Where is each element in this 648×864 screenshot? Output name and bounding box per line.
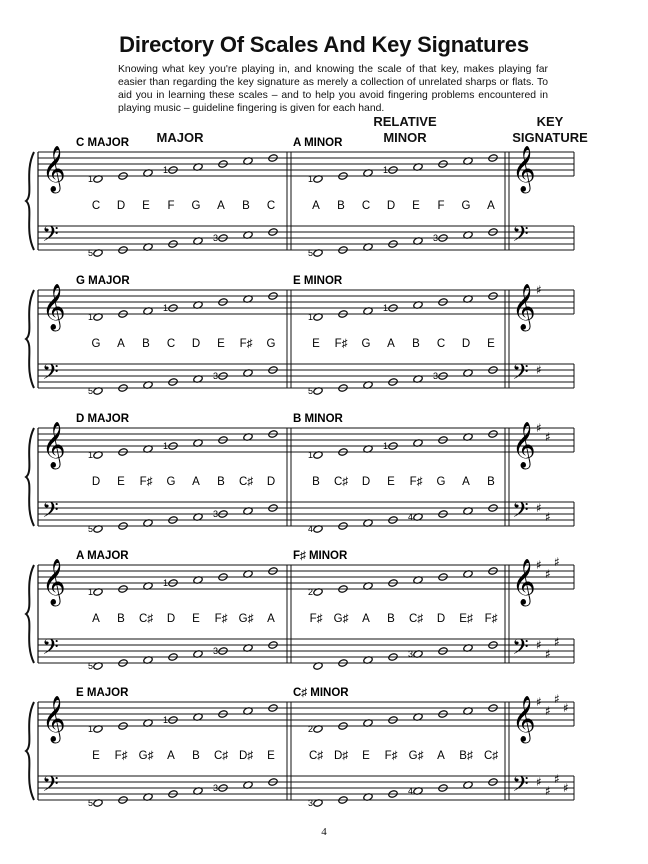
key-signature-sharp: ♯ — [545, 510, 551, 524]
major-note-name: G — [91, 338, 101, 350]
minor-note-name: E — [387, 476, 395, 488]
brace — [26, 428, 34, 526]
finger-number: 1 — [88, 724, 94, 734]
bass-clef-icon: 𝄢 — [512, 772, 529, 802]
finger-number: 1 — [88, 174, 94, 184]
major-note-name: D♯ — [238, 750, 254, 762]
finger-number: 1 — [163, 303, 169, 313]
major-note-name: C — [166, 338, 176, 350]
key-signature-sharp: ♯ — [545, 784, 551, 798]
minor-note-name: D — [386, 200, 396, 212]
scale-system — [26, 550, 574, 671]
page-title: Directory Of Scales And Key Signatures — [119, 32, 529, 57]
major-scale-name: A MAJOR — [76, 550, 129, 562]
minor-note-name: C♯ — [333, 476, 349, 488]
finger-number: 3 — [213, 509, 219, 519]
major-note-name: F♯ — [114, 750, 128, 762]
finger-number: 1 — [163, 715, 169, 725]
major-scale-name: D MAJOR — [76, 413, 130, 425]
major-note-name: F — [167, 200, 175, 212]
minor-scale-name: A MINOR — [293, 137, 343, 149]
minor-note-name: C — [436, 338, 446, 350]
page-number: 4 — [321, 826, 327, 838]
minor-note-name: A — [312, 200, 320, 212]
finger-number: 2 — [308, 724, 314, 734]
bass-clef-icon: 𝄢 — [42, 772, 59, 802]
key-signature-sharp: ♯ — [536, 283, 542, 297]
minor-note-name: A — [487, 200, 495, 212]
finger-number: 5 — [308, 386, 314, 396]
major-note-name: C — [266, 200, 276, 212]
treble-clef-icon: 𝄞 — [42, 559, 66, 605]
major-note-name: D — [116, 200, 126, 212]
finger-number: 4 — [408, 786, 414, 796]
finger-number: 1 — [88, 587, 94, 597]
finger-number: 5 — [88, 798, 94, 808]
major-note-name: B — [142, 338, 150, 350]
minor-note-name: F♯ — [384, 750, 398, 762]
brace — [26, 702, 34, 800]
finger-number: 1 — [163, 578, 169, 588]
minor-scale-name: F♯ MINOR — [293, 550, 348, 562]
relative-minor-column-header: RELATIVE MINOR — [373, 114, 437, 145]
key-signature-column-header: KEY SIGNATURE — [512, 114, 588, 145]
major-note-name: E — [267, 750, 275, 762]
finger-number: 4 — [408, 512, 414, 522]
bass-clef-icon: 𝄢 — [512, 222, 529, 252]
minor-note-name: E♯ — [459, 613, 473, 625]
finger-number: 3 — [213, 783, 219, 793]
scale-system — [26, 275, 574, 396]
minor-note-name: E — [412, 200, 420, 212]
minor-note-name: E — [487, 338, 495, 350]
finger-number: 1 — [383, 165, 389, 175]
finger-number: 3 — [433, 233, 439, 243]
major-column-header: MAJOR — [156, 130, 204, 145]
major-note-name: B — [217, 476, 225, 488]
minor-note-name: A — [437, 750, 445, 762]
key-signature-sharp: ♯ — [545, 647, 551, 661]
minor-note-name: E — [362, 750, 370, 762]
minor-note-name: D — [436, 613, 446, 625]
brace — [26, 565, 34, 663]
finger-number: 1 — [308, 450, 314, 460]
minor-note-name: F♯ — [334, 338, 348, 350]
major-note-name: F♯ — [139, 476, 153, 488]
minor-note-name: D♯ — [333, 750, 349, 762]
minor-note-name: B — [312, 476, 320, 488]
major-note-name: A — [192, 476, 200, 488]
minor-note-name: E — [312, 338, 320, 350]
finger-number: 1 — [163, 165, 169, 175]
minor-note-name: B — [412, 338, 420, 350]
major-note-name: A — [217, 200, 225, 212]
bass-clef-icon: 𝄢 — [42, 360, 59, 390]
key-signature-sharp: ♯ — [554, 772, 560, 786]
major-scale-name: E MAJOR — [76, 687, 129, 699]
minor-note-name: G — [361, 338, 371, 350]
major-note-name: A — [117, 338, 125, 350]
finger-number: 5 — [88, 524, 94, 534]
minor-note-name: B — [487, 476, 495, 488]
major-note-name: F♯ — [239, 338, 253, 350]
brace — [26, 290, 34, 388]
bass-clef-icon: 𝄢 — [512, 498, 529, 528]
finger-number: 1 — [308, 174, 314, 184]
treble-clef-icon: 𝄞 — [512, 559, 536, 605]
major-note-name: G♯ — [238, 613, 254, 625]
bass-clef-icon: 𝄢 — [42, 222, 59, 252]
bass-clef-icon: 𝄢 — [42, 635, 59, 665]
major-note-name: G — [266, 338, 276, 350]
key-signature-sharp: ♯ — [545, 567, 551, 581]
finger-number: 1 — [88, 312, 94, 322]
major-note-name: E — [192, 613, 200, 625]
minor-note-name: F♯ — [409, 476, 423, 488]
major-note-name: C♯ — [238, 476, 254, 488]
minor-note-name: A — [362, 613, 370, 625]
minor-note-name: D — [461, 338, 471, 350]
major-note-name: B — [242, 200, 250, 212]
scale-system — [26, 413, 574, 534]
minor-note-name: A — [387, 338, 395, 350]
finger-number: 5 — [88, 248, 94, 258]
key-signature-sharp: ♯ — [545, 430, 551, 444]
finger-number: 3 — [308, 798, 314, 808]
finger-number: 3 — [213, 233, 219, 243]
key-signature-sharp: ♯ — [536, 363, 542, 377]
key-signature-sharp: ♯ — [536, 501, 542, 515]
major-note-name: G — [191, 200, 201, 212]
minor-note-name: F♯ — [309, 613, 323, 625]
key-signature-sharp: ♯ — [536, 421, 542, 435]
treble-clef-icon: 𝄞 — [512, 146, 536, 192]
key-signature-sharp: ♯ — [554, 692, 560, 706]
treble-clef-icon: 𝄞 — [512, 422, 536, 468]
treble-clef-icon: 𝄞 — [42, 422, 66, 468]
major-note-name: D — [266, 476, 276, 488]
minor-note-name: F — [437, 200, 445, 212]
finger-number: 3 — [213, 371, 219, 381]
minor-note-name: C♯ — [408, 613, 424, 625]
finger-number: 3 — [433, 371, 439, 381]
treble-clef-icon: 𝄞 — [512, 696, 536, 742]
finger-number: 4 — [308, 524, 314, 534]
minor-note-name: C♯ — [483, 750, 499, 762]
treble-clef-icon: 𝄞 — [42, 696, 66, 742]
major-note-name: C♯ — [138, 613, 154, 625]
major-scale-name: C MAJOR — [76, 137, 130, 149]
key-signature-sharp: ♯ — [536, 775, 542, 789]
treble-clef-icon: 𝄞 — [42, 146, 66, 192]
minor-note-name: G♯ — [333, 613, 349, 625]
minor-note-name: F♯ — [484, 613, 498, 625]
brace — [26, 152, 34, 250]
major-note-name: A — [92, 613, 100, 625]
major-scale-name: G MAJOR — [76, 275, 130, 287]
finger-number: 1 — [88, 450, 94, 460]
minor-note-name: B♯ — [459, 750, 473, 762]
major-note-name: G♯ — [138, 750, 154, 762]
minor-note-name: B — [337, 200, 345, 212]
major-note-name: C♯ — [213, 750, 229, 762]
minor-note-name: C♯ — [308, 750, 324, 762]
minor-note-name: G♯ — [408, 750, 424, 762]
finger-number: 1 — [383, 441, 389, 451]
major-note-name: B — [117, 613, 125, 625]
key-signature-sharp: ♯ — [554, 635, 560, 649]
key-signature-sharp: ♯ — [563, 701, 569, 715]
major-note-name: E — [117, 476, 125, 488]
key-signature-sharp: ♯ — [563, 781, 569, 795]
minor-note-name: D — [361, 476, 371, 488]
scale-system — [26, 687, 574, 808]
finger-number: 1 — [163, 441, 169, 451]
major-note-name: D — [166, 613, 176, 625]
minor-note-name: C — [361, 200, 371, 212]
major-note-name: D — [91, 476, 101, 488]
bass-clef-icon: 𝄢 — [42, 498, 59, 528]
finger-number: 3 — [213, 646, 219, 656]
key-signature-sharp: ♯ — [536, 695, 542, 709]
finger-number: 5 — [308, 248, 314, 258]
intro-paragraph: Knowing what key you're playing in, and knowing the scale of that key, makes playing far easier than regarding the key signature as merely a collection of unrelated sharps or flats. To aid you in learning these scales – and to help you avoid fingering problems encountered in playing music – guideline fingering is given for each hand. — [118, 64, 548, 114]
finger-number: 5 — [88, 386, 94, 396]
bass-clef-icon: 𝄢 — [512, 635, 529, 665]
major-note-name: G — [166, 476, 176, 488]
major-note-name: A — [267, 613, 275, 625]
finger-number: 1 — [383, 303, 389, 313]
treble-clef-icon: 𝄞 — [512, 284, 536, 330]
finger-number: 1 — [308, 312, 314, 322]
minor-note-name: G — [461, 200, 471, 212]
minor-note-name: G — [436, 476, 446, 488]
major-note-name: A — [167, 750, 175, 762]
key-signature-sharp: ♯ — [536, 558, 542, 572]
finger-number: 2 — [308, 587, 314, 597]
major-note-name: D — [191, 338, 201, 350]
major-note-name: E — [217, 338, 225, 350]
key-signature-sharp: ♯ — [554, 555, 560, 569]
finger-number: 5 — [88, 661, 94, 671]
key-signature-sharp: ♯ — [536, 638, 542, 652]
major-note-name: E — [92, 750, 100, 762]
key-signature-sharp: ♯ — [545, 704, 551, 718]
treble-clef-icon: 𝄞 — [42, 284, 66, 330]
minor-note-name: A — [462, 476, 470, 488]
bass-clef-icon: 𝄢 — [512, 360, 529, 390]
finger-number: 3 — [408, 649, 414, 659]
minor-note-name: B — [387, 613, 395, 625]
minor-scale-name: E MINOR — [293, 275, 343, 287]
minor-scale-name: B MINOR — [293, 413, 343, 425]
minor-scale-name: C♯ MINOR — [293, 687, 349, 699]
major-note-name: F♯ — [214, 613, 228, 625]
scale-system — [26, 137, 574, 258]
major-note-name: E — [142, 200, 150, 212]
major-note-name: B — [192, 750, 200, 762]
major-note-name: C — [91, 200, 101, 212]
